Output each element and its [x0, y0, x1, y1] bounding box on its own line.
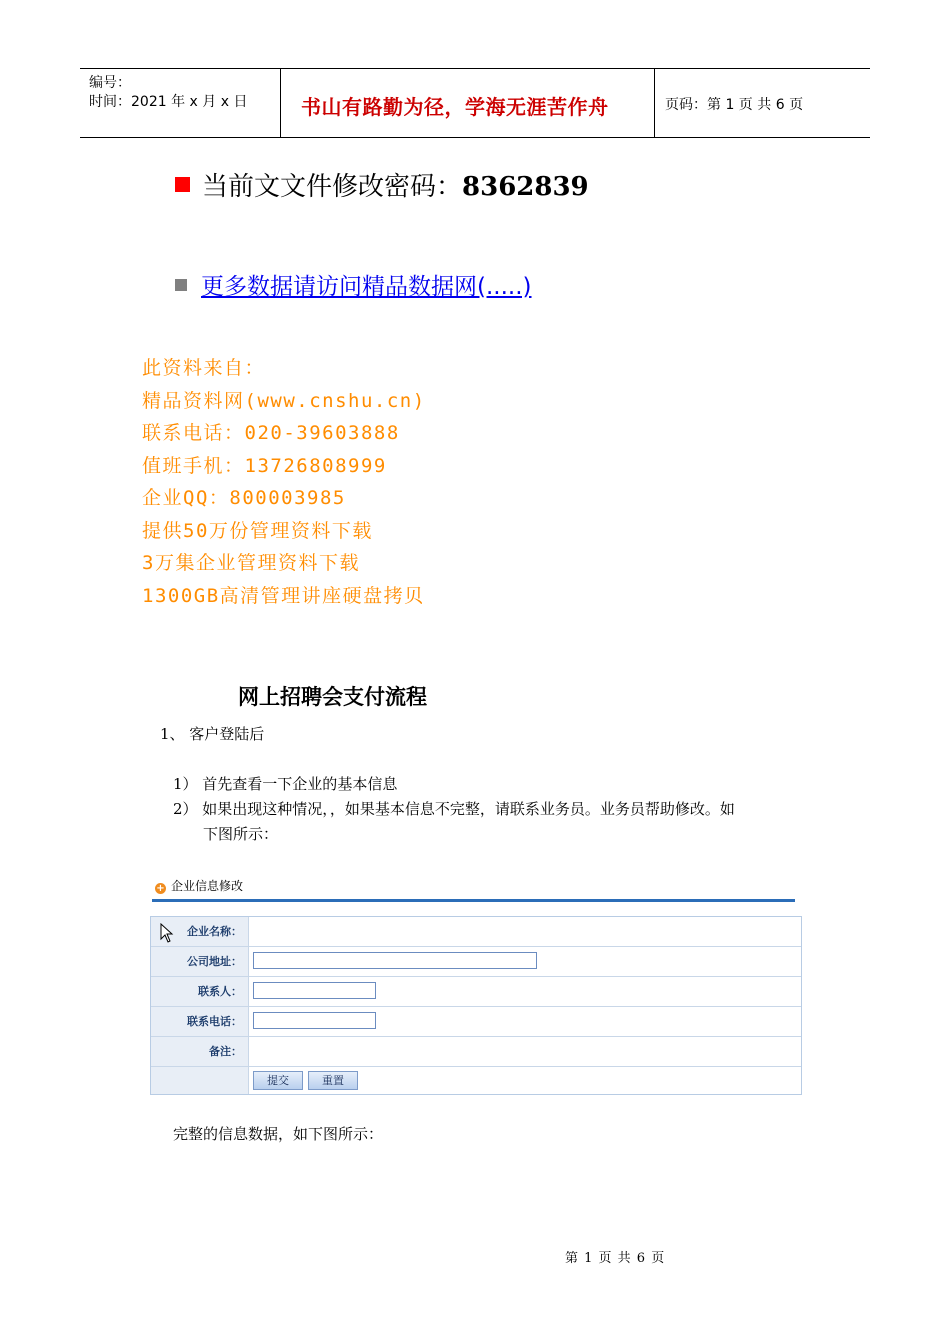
- source-line: 3万集企业管理资料下载: [142, 552, 360, 574]
- number-label: 编号：: [89, 75, 131, 91]
- orange-circle-plus-icon: +: [156, 883, 165, 894]
- source-line: 提供50万份管理资料下载: [142, 519, 373, 542]
- source-line: 联系电话：020-39603888: [142, 422, 400, 444]
- article-title: 网上招聘会支付流程: [238, 684, 427, 709]
- sub-step-1: 1） 首先查看一下企业的基本信息: [173, 775, 398, 793]
- mouse-cursor-icon: [160, 923, 174, 943]
- after-text: 完整的信息数据，如下图所示：: [173, 1125, 384, 1143]
- field-label: 企业名称：: [151, 917, 249, 946]
- submit-button[interactable]: 提交: [253, 1071, 303, 1090]
- time-label: 时间：2021 年 x 月 x 日: [89, 94, 248, 110]
- field-label: 备注：: [151, 1037, 249, 1066]
- form-row-actions: [151, 1067, 801, 1094]
- password-code: 8362839: [462, 172, 589, 202]
- panel-header: [155, 877, 243, 894]
- company-address-input[interactable]: [253, 952, 537, 969]
- source-line: 1300GB高清管理讲座硬盘拷贝: [142, 584, 425, 607]
- document-header: [80, 68, 870, 138]
- phone-input[interactable]: [253, 1012, 376, 1029]
- more-data-notice: [175, 268, 532, 301]
- sub-step-2-line-2: 下图所示：: [203, 825, 279, 843]
- gray-square-bullet-icon: [175, 279, 187, 291]
- red-square-bullet-icon: [175, 177, 190, 192]
- source-line: 值班手机：13726808999: [142, 454, 387, 477]
- step-1: 1、 客户登陆后: [160, 725, 265, 743]
- form-row-company-name: [151, 917, 801, 947]
- company-info-form: [150, 916, 802, 1095]
- header-page-cell: [655, 69, 870, 137]
- panel-title: 企业信息修改: [171, 879, 244, 893]
- contact-input[interactable]: [253, 982, 376, 999]
- company-name-value: [249, 917, 801, 946]
- form-row-company-address: [151, 947, 801, 977]
- page-footer: 第 1 页 共 6 页: [565, 1251, 666, 1266]
- field-label: 联系人：: [151, 977, 249, 1006]
- source-line: 企业QQ：800003985: [142, 487, 346, 509]
- empty-label: [151, 1067, 249, 1094]
- header-meta-cell: [80, 69, 281, 137]
- field-label: 联系电话：: [151, 1007, 249, 1036]
- form-row-phone: [151, 1007, 801, 1037]
- form-row-contact: [151, 977, 801, 1007]
- source-line: 此资料来自：: [142, 357, 266, 379]
- panel-divider: [152, 899, 795, 902]
- form-row-remark: [151, 1037, 801, 1067]
- password-notice: [175, 166, 589, 203]
- remark-value: [249, 1037, 801, 1066]
- page-info: 页码：第 1 页 共 6 页: [665, 97, 804, 113]
- password-label: 当前文文件修改密码：: [202, 172, 463, 202]
- source-info: [142, 352, 426, 612]
- source-line: 精品资料网(www.cnshu.cn): [142, 389, 426, 412]
- reset-button[interactable]: 重置: [308, 1071, 358, 1090]
- header-motto-cell: [281, 69, 655, 137]
- sub-step-2-line-1: 2） 如果出现这种情况，，如果基本信息不完整，请联系业务员。业务员帮助修改。如: [173, 800, 735, 818]
- motto: 书山有路勤为径，学海无涯苦作舟: [301, 95, 609, 119]
- more-data-link[interactable]: 更多数据请访问精品数据网(.....): [201, 274, 532, 300]
- field-label: 公司地址：: [151, 947, 249, 976]
